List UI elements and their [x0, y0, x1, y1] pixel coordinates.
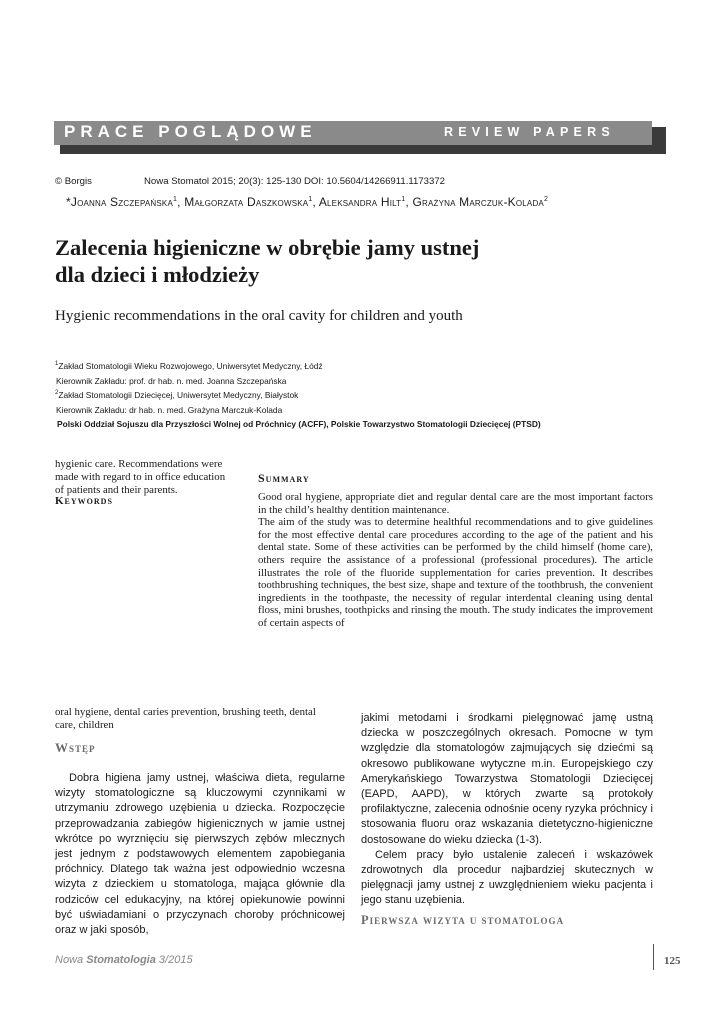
citation: Nowa Stomatol 2015; 20(3): 125-130 DOI: 10.5604/14266911.1173372: [144, 176, 445, 187]
author-sup: 1: [173, 196, 178, 203]
body-paragraph: jakimi metodami i środkami pielęgnować jamę ustną dziecka w poszczególnych okresach. Pomocne w tym względzie dla stomatologów zajmujących się dziećmi są okresowo publikowane wytyczne m.in. Europejskiego czy Amerykańskiego Towarzystwa Stomatologii Dziecięcej (EAPD, AAPD), w których zwarte są protokoły profilaktyczne, zalecenia odnośnie oceny ryzyka próchnicy i stosowania fluoru oraz wskazania dietetyczno-higieniczne dostosowane do wieku dziecka (1-3).: [361, 712, 653, 846]
body-paragraph: Dobra higiena jamy ustnej, właściwa dieta, regularne wizyty stomatologiczne są kluczowymi czynnikami w utrzymaniu zdrowego uzębienia u dziecka. Rozpoczęcie przeprowadzania zabiegów higienicznych w jamie ustnej wkrótce po wyrznięciu się pierwszych zębów mlecznych jest jednym z podstawowych elementem zapobiegania próchnicy. Dlatego tak ważna jest odpowiednio wczesna wizyta z dzieckiem u stomatologa, mająca głównie dla rodziców cel edukacyjny, na której opiekunowie powinni być uświadamiani o przyczynach choroby próchnicowej oraz w jaki sposób,: [55, 772, 345, 937]
author-name: Grażyna Marczuk-Kolada: [412, 195, 544, 209]
intro-heading: Wstęp: [55, 740, 96, 755]
affiliation-text: Polski Oddział Sojuszu dla Przyszłości Wolnej od Próchnicy (ACFF), Polskie Towarzystwo Stomatologii Dziecięcej (PTSD): [57, 419, 541, 429]
affiliation-text: Kierownik Zakładu: prof. dr hab. n. med. Joanna Szczepańska: [56, 376, 287, 386]
footer-journal: [55, 954, 193, 966]
citation-line: [55, 176, 445, 187]
summary-paragraph: Good oral hygiene, appropriate diet and regular dental care are the most important factors in the child’s healthy dentition maintenance.: [258, 491, 653, 516]
journal-issue: 3/2015: [158, 954, 193, 966]
affiliation: [56, 376, 286, 386]
copyright: © Borgis: [55, 176, 92, 187]
author-name: Aleksandra Hilt: [318, 195, 402, 209]
affiliation: [56, 405, 282, 415]
summary-paragraph: The aim of the study was to determine healthful recommendations and to give guidelines for the most effective dental care procedures according to the age of the patient and his dental state. Some of these activities can be performed by the child himself (home care), others require the assistance of a professional (professional procedures). The article illustrates the role of the fluoride supplementation for caries prevention. It describes toothbrushing techniques, the best size, shape and texture of the toothbrush, the convenient ingredients in the toothpaste, the necessity of regular interdental cleaning using dental floss, mini brushes, toothpicks and rinsing the mouth. The study indicates the improvement of certain aspects of: [258, 516, 653, 629]
banner-label-polish: PRACE POGLĄDOWE: [64, 122, 317, 141]
text-line: made with regard to in office education: [55, 470, 226, 483]
article-subtitle: Hygienic recommendations in the oral cavity for children and youth: [55, 308, 463, 324]
title-line: Zalecenia higieniczne w obrębie jamy ustnej: [55, 235, 480, 260]
text-line: hygienic care. Recommendations were: [55, 458, 223, 470]
right-column: [361, 711, 653, 909]
article-title: [55, 234, 665, 288]
first-visit-heading: Pierwsza wizyta u stomatologa: [361, 913, 565, 927]
journal-name: Stomatologia: [86, 954, 156, 966]
body-paragraph: Celem pracy było ustalenie zaleceń i wskazówek zdrowotnych dla procedur najbardziej skutecznych w pielęgnacji jamy ustnej z uwzględnieniem wieku pacjenta i jego stanu uzębienia.: [361, 848, 653, 907]
author-sup: 2: [543, 196, 549, 203]
authors: *Joanna Szczepańska$^1$, Małgorzata Daszkowska$^1$, Aleksandra Hilt$^1$, Grażyna Marczuk-Kolada$^2$: [66, 195, 549, 209]
footer-divider: [653, 944, 654, 970]
affiliation: [55, 390, 298, 400]
summary-heading: Summary: [258, 471, 310, 485]
section-banner: [54, 121, 652, 145]
affiliation-text: Zakład Stomatologii Dziecięcej, Uniwersytet Medyczny, Białystok: [58, 390, 299, 400]
keywords-text: oral hygiene, dental caries prevention, brushing teeth, dental care, children: [55, 706, 316, 731]
intro-paragraph: [55, 771, 345, 938]
affiliation-text: Kierownik Zakładu: dr hab. n. med. Grażyna Marczuk-Kolada: [56, 405, 283, 415]
banner-label-english: REVIEW PAPERS: [444, 125, 615, 139]
summary-body: [258, 491, 653, 630]
affiliation: [55, 361, 323, 371]
page-number: 125: [664, 955, 681, 967]
author-sup: 1: [308, 196, 313, 203]
author-name: *Joanna Szczepańska: [66, 195, 174, 209]
keywords-heading: Keywords: [55, 495, 113, 508]
affiliation-text: Zakład Stomatologii Wieku Rozwojowego, Uniwersytet Medyczny, Łódź: [58, 361, 323, 371]
title-line: dla dzieci i młodzieży: [55, 262, 260, 287]
author-name: Małgorzata Daszkowska: [184, 195, 309, 209]
author-sup: 1: [401, 196, 406, 203]
affiliation-organization: [57, 419, 541, 429]
abstract-continuation: [55, 458, 245, 508]
journal-prefix: Nowa: [55, 954, 84, 966]
affiliation-sup: 2: [55, 390, 59, 397]
text-line: of patients and their parents.: [55, 483, 178, 496]
affiliation-sup: 1: [55, 361, 59, 368]
